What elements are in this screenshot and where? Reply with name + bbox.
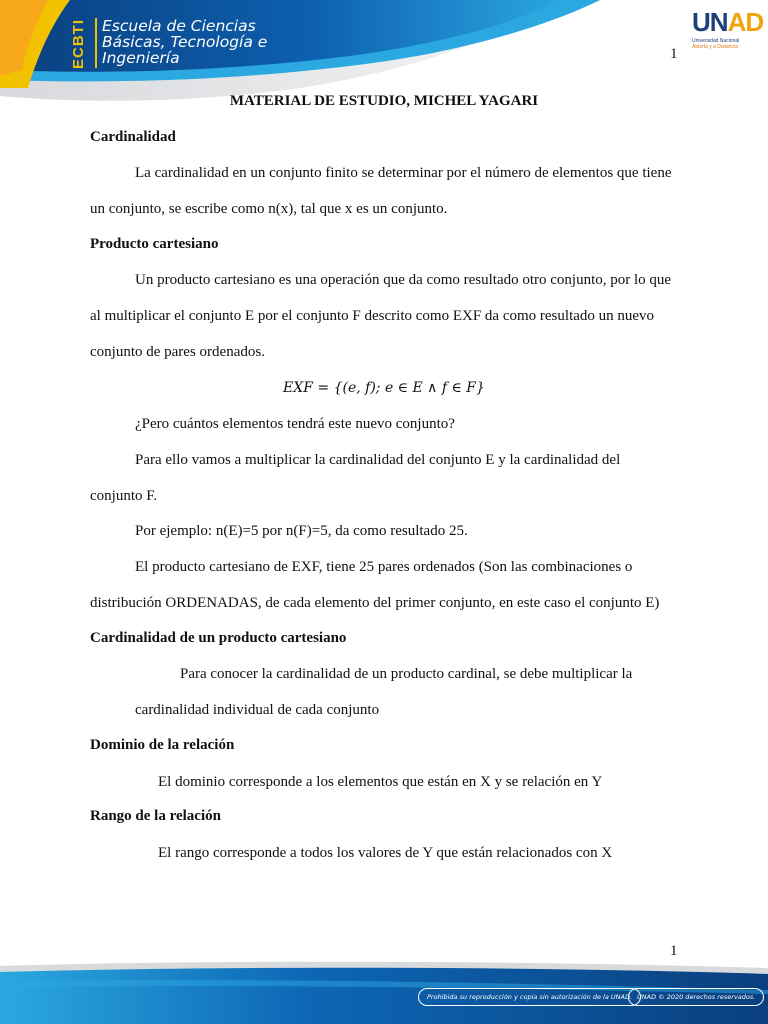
ecbti-badge: ECBTI bbox=[70, 19, 87, 69]
logo-subtitle-1: Universidad Nacional bbox=[692, 38, 740, 44]
logo-subtitle-2: Abierta y a Distancia bbox=[692, 44, 738, 50]
paragraph-card-producto-2: cardinalidad individual de cada conjunto bbox=[135, 702, 380, 718]
paragraph-card-producto-1: Para conocer la cardinalidad de un producto cardinal, se debe multiplicar la bbox=[180, 666, 633, 682]
heading-rango: Rango de la relación bbox=[90, 808, 221, 824]
paragraph-cardinalidad-1: La cardinalidad en un conjunto finito se determinar por el número de elementos que tiene bbox=[135, 165, 672, 181]
page-number-top: 1 bbox=[670, 46, 678, 62]
paragraph-dominio: El dominio corresponde a los elementos que están en X y se relación en Y bbox=[158, 774, 603, 790]
heading-producto-cartesiano: Producto cartesiano bbox=[90, 236, 219, 252]
logo-letter-n: N bbox=[709, 7, 728, 37]
paragraph-producto-3: conjunto de pares ordenados. bbox=[90, 344, 265, 360]
school-name bbox=[102, 18, 267, 66]
paragraph-producto-exf-1: El producto cartesiano de EXF, tiene 25 pares ordenados (Son las combinaciones o bbox=[135, 559, 633, 575]
paragraph-cardinalidad-2: un conjunto, se escribe como n(x), tal que x es un conjunto. bbox=[90, 201, 448, 217]
header-divider bbox=[95, 18, 97, 68]
unad-logo-wordmark bbox=[692, 8, 763, 36]
formula-exf: EXF = {(e, f); e ∈ E ∧ f ∈ F} bbox=[283, 380, 485, 396]
page-number-bottom: 1 bbox=[670, 943, 678, 959]
unad-logo bbox=[684, 4, 764, 58]
heading-dominio: Dominio de la relación bbox=[90, 737, 235, 753]
paragraph-producto-2: al multiplicar el conjunto E por el conjunto F descrito como EXF da como resultado un nuevo bbox=[90, 308, 655, 324]
footer-copyright: UNAD © 2020 derechos reservados. bbox=[628, 988, 764, 1006]
paragraph-producto-exf-2: distribución ORDENADAS, de cada elemento del primer conjunto, en este caso el conjunto E) bbox=[90, 595, 660, 611]
school-name-line-3: Ingeniería bbox=[102, 49, 180, 67]
school-name-line-2: Básicas, Tecnología e bbox=[102, 33, 268, 51]
heading-cardinalidad-producto: Cardinalidad de un producto cartesiano bbox=[90, 630, 347, 646]
paragraph-para-ello-1: Para ello vamos a multiplicar la cardinalidad del conjunto E y la cardinalidad del bbox=[135, 452, 621, 468]
paragraph-rango: El rango corresponde a todos los valores de Y que están relacionados con X bbox=[158, 845, 613, 861]
school-name-line-1: Escuela de Ciencias bbox=[102, 17, 256, 35]
paragraph-producto-1: Un producto cartesiano es una operación que da como resultado otro conjunto, por lo que bbox=[135, 272, 672, 288]
footer-notice: Prohibida su reproducción y copia sin autorización de la UNAD. bbox=[418, 988, 641, 1006]
paragraph-ejemplo: Por ejemplo: n(E)=5 por n(F)=5, da como resultado 25. bbox=[135, 523, 468, 539]
logo-letters-ad: AD bbox=[727, 7, 764, 37]
paragraph-question: ¿Pero cuántos elementos tendrá este nuevo conjunto? bbox=[135, 416, 455, 432]
document-title: MATERIAL DE ESTUDIO, MICHEL YAGARI bbox=[229, 93, 539, 109]
heading-cardinalidad: Cardinalidad bbox=[90, 129, 176, 145]
logo-letter-u: U bbox=[692, 7, 710, 37]
paragraph-para-ello-2: conjunto F. bbox=[90, 488, 158, 504]
